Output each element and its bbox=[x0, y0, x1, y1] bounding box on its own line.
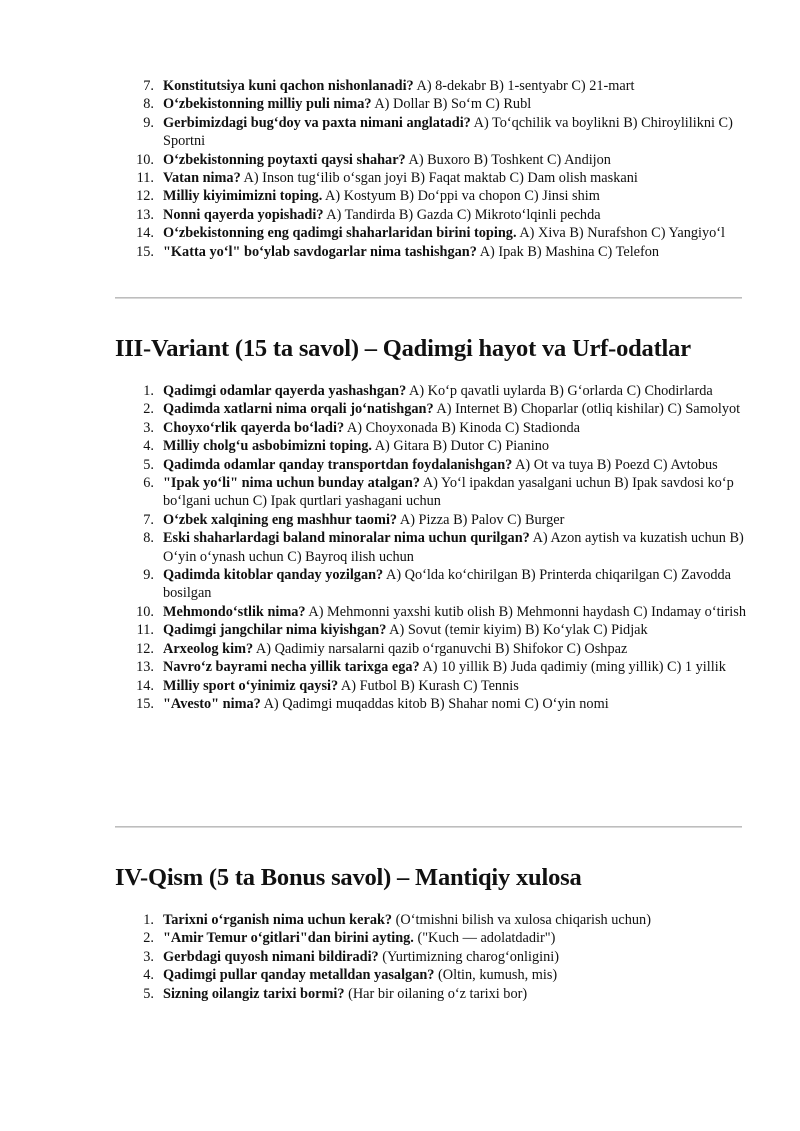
item-number: 12. bbox=[136, 188, 154, 205]
list-item bbox=[0, 151, 800, 169]
list-item bbox=[0, 966, 800, 984]
list-item bbox=[0, 187, 800, 205]
list-item bbox=[0, 382, 800, 400]
question-text: Qadimda kitoblar qanday yozilgan? bbox=[163, 567, 384, 584]
list-item bbox=[0, 948, 800, 966]
item-number: 2. bbox=[143, 401, 154, 418]
list-item bbox=[0, 695, 800, 713]
question-text: Milliy kiyimimizni toping. bbox=[163, 188, 323, 205]
question-text: Navro‘z bayrami necha yillik tarixga ega? bbox=[163, 659, 420, 676]
list-item bbox=[0, 224, 800, 242]
answer-options: A) Choyxonada B) Kinoda C) Stadionda bbox=[344, 419, 580, 436]
answer-options: A) Qo‘lda ko‘chirilgan B) Printerda chiqarilgan C) Zavodda bosilgan bbox=[163, 567, 731, 602]
question-text: Vatan nima? bbox=[163, 170, 241, 187]
item-number: 10. bbox=[136, 151, 154, 168]
answer-options: A) Inson tug‘ilib o‘sgan joyi B) Faqat maktab C) Dam olish maskani bbox=[240, 170, 638, 187]
question-list-variant-ii bbox=[0, 77, 800, 261]
answer-options: (Oltin, kumush, mis) bbox=[434, 967, 558, 984]
answer-options: A) Kostyum B) Do‘ppi va chopon C) Jinsi shim bbox=[322, 188, 600, 205]
answer-options: ("Kuch — adolatdadir") bbox=[413, 930, 556, 947]
item-number: 11. bbox=[136, 622, 154, 639]
item-number: 6. bbox=[143, 475, 154, 492]
question-text: Milliy sport o‘yinimiz qaysi? bbox=[163, 677, 339, 694]
item-number: 12. bbox=[136, 640, 154, 657]
answer-options: A) Internet B) Choparlar (otliq kishilar) C) Samolyot bbox=[433, 401, 741, 418]
question-text: "Ipak yo‘li" nima uchun bunday atalgan? bbox=[163, 475, 421, 492]
item-number: 11. bbox=[136, 170, 154, 187]
question-list-part-iv bbox=[0, 911, 800, 1003]
item-number: 8. bbox=[143, 530, 154, 547]
item-number: 10. bbox=[136, 603, 154, 620]
question-text: O‘zbek xalqining eng mashhur taomi? bbox=[163, 511, 398, 528]
list-item bbox=[0, 603, 800, 621]
item-number: 9. bbox=[143, 567, 154, 584]
question-text: "Avesto" nima? bbox=[163, 695, 261, 712]
answer-options: A) Sovut (temir kiyim) B) Ko‘ylak C) Pidjak bbox=[386, 622, 648, 639]
list-item bbox=[0, 529, 800, 566]
question-text: "Katta yo‘l" bo‘ylab savdogarlar nima tashishgan? bbox=[163, 243, 477, 260]
item-number: 7. bbox=[143, 78, 154, 94]
answer-options: A) Ot va tuya B) Poezd C) Avtobus bbox=[512, 456, 718, 473]
answer-options: A) 8-dekabr B) 1-sentyabr C) 21-mart bbox=[413, 78, 635, 94]
question-text: Qadimda xatlarni nima orqali jo‘natishgan? bbox=[163, 401, 434, 418]
list-item bbox=[0, 640, 800, 658]
list-item bbox=[0, 243, 800, 261]
answer-options: A) Gitara B) Dutor C) Pianino bbox=[371, 438, 550, 455]
answer-options: A) 10 yillik B) Juda qadimiy (ming yillik) C) 1 yillik bbox=[419, 659, 726, 676]
item-number: 2. bbox=[143, 930, 154, 947]
question-text: Arxeolog kim? bbox=[163, 640, 254, 657]
item-number: 1. bbox=[143, 383, 154, 399]
list-item bbox=[0, 985, 800, 1003]
section-title-part-iv: IV-Qism (5 ta Bonus savol) – Mantiqiy xulosa bbox=[115, 864, 582, 891]
section-divider bbox=[115, 297, 742, 299]
question-text: "Amir Temur o‘gitlari"dan birini ayting. bbox=[163, 930, 414, 947]
list-item bbox=[0, 566, 800, 603]
item-number: 14. bbox=[136, 225, 154, 242]
item-number: 5. bbox=[143, 985, 154, 1002]
answer-options: A) Ipak B) Mashina C) Telefon bbox=[476, 243, 660, 260]
section-title-variant-iii: III-Variant (15 ta savol) – Qadimgi hayot va Urf-odatlar bbox=[115, 335, 691, 362]
answer-options: (Yurtimizning charog‘onligini) bbox=[378, 948, 559, 965]
answer-options: A) Qadimiy narsalarni qazib o‘rganuvchi B) Shifokor C) Oshpaz bbox=[253, 640, 628, 657]
list-item bbox=[0, 621, 800, 639]
item-number: 13. bbox=[136, 206, 154, 223]
answer-options: A) Ko‘p qavatli uylarda B) G‘orlarda C) Chodirlarda bbox=[406, 383, 713, 399]
question-text: Choyxo‘rlik qayerda bo‘ladi? bbox=[163, 419, 345, 436]
item-number: 4. bbox=[143, 438, 154, 455]
answer-options: A) Buxoro B) Toshkent C) Andijon bbox=[405, 151, 611, 168]
answer-options: (Har bir oilaning o‘z tarixi bor) bbox=[344, 985, 528, 1002]
answer-options: A) Yo‘l ipakdan yasalgani uchun B) Ipak savdosi ko‘p bo‘lgani uchun C) Ipak qurtlari yashagani uchun bbox=[163, 475, 734, 510]
answer-options: A) Mehmonni yaxshi kutib olish B) Mehmonni haydash C) Indamay o‘tirish bbox=[305, 603, 746, 620]
question-text: Nonni qayerda yopishadi? bbox=[163, 206, 324, 223]
question-text: Qadimgi jangchilar nima kiyishgan? bbox=[163, 622, 387, 639]
item-number: 9. bbox=[143, 114, 154, 131]
question-text: Tarixni o‘rganish nima uchun kerak? bbox=[163, 912, 393, 928]
list-item bbox=[0, 400, 800, 418]
list-item bbox=[0, 206, 800, 224]
list-item bbox=[0, 677, 800, 695]
answer-options: A) Pizza B) Palov C) Burger bbox=[397, 511, 565, 528]
list-item bbox=[0, 511, 800, 529]
list-item bbox=[0, 169, 800, 187]
list-item bbox=[0, 77, 800, 95]
item-number: 15. bbox=[136, 695, 154, 712]
item-number: 1. bbox=[143, 912, 154, 928]
list-item bbox=[0, 911, 800, 929]
answer-options: A) Xiva B) Nurafshon C) Yangiyo‘l bbox=[516, 225, 726, 242]
item-number: 15. bbox=[136, 243, 154, 260]
answer-options: A) Azon aytish va kuzatish uchun B) O‘yin o‘ynash uchun C) Bayroq ilish uchun bbox=[163, 530, 744, 565]
answer-options: A) Dollar B) So‘m C) Rubl bbox=[371, 96, 532, 113]
answer-options: A) Futbol B) Kurash C) Tennis bbox=[338, 677, 519, 694]
question-text: Qadimgi odamlar qayerda yashashgan? bbox=[163, 383, 407, 399]
answer-options: A) To‘qchilik va boylikni B) Chiroylilikni C) Sportni bbox=[163, 114, 733, 150]
question-text: Mehmondo‘stlik nima? bbox=[163, 603, 306, 620]
item-number: 4. bbox=[143, 967, 154, 984]
item-number: 13. bbox=[136, 659, 154, 676]
list-item bbox=[0, 658, 800, 676]
list-item bbox=[0, 437, 800, 455]
answer-options: A) Qadimgi muqaddas kitob B) Shahar nomi C) O‘yin nomi bbox=[260, 695, 609, 712]
question-text: Qadimgi pullar qanday metalldan yasalgan? bbox=[163, 967, 435, 984]
answer-options: A) Tandirda B) Gazda C) Mikroto‘lqinli pechda bbox=[323, 206, 601, 223]
item-number: 8. bbox=[143, 96, 154, 113]
section-divider bbox=[115, 826, 742, 828]
list-item bbox=[0, 114, 800, 151]
list-item bbox=[0, 456, 800, 474]
question-text: O‘zbekistonning poytaxti qaysi shahar? bbox=[163, 151, 406, 168]
list-item bbox=[0, 419, 800, 437]
question-list-variant-iii bbox=[0, 382, 800, 713]
question-text: O‘zbekistonning eng qadimgi shaharlaridan birini toping. bbox=[163, 225, 517, 242]
item-number: 5. bbox=[143, 456, 154, 473]
list-item bbox=[0, 474, 800, 511]
question-text: O‘zbekistonning milliy puli nima? bbox=[163, 96, 372, 113]
question-text: Eski shaharlardagi baland minoralar nima uchun qurilgan? bbox=[163, 530, 530, 547]
question-text: Gerbdagi quyosh nimani bildiradi? bbox=[163, 948, 379, 965]
question-text: Sizning oilangiz tarixi bormi? bbox=[163, 985, 345, 1002]
answer-options: (O‘tmishni bilish va xulosa chiqarish uchun) bbox=[392, 912, 651, 928]
list-item bbox=[0, 95, 800, 113]
item-number: 3. bbox=[143, 419, 154, 436]
item-number: 3. bbox=[143, 948, 154, 965]
item-number: 14. bbox=[136, 677, 154, 694]
list-item bbox=[0, 929, 800, 947]
question-text: Milliy cholg‘u asbobimizni toping. bbox=[163, 438, 372, 455]
item-number: 7. bbox=[143, 511, 154, 528]
question-text: Qadimda odamlar qanday transportdan foydalanishgan? bbox=[163, 456, 513, 473]
question-text: Konstitutsiya kuni qachon nishonlanadi? bbox=[163, 78, 414, 94]
question-text: Gerbimizdagi bug‘doy va paxta nimani anglatadi? bbox=[163, 114, 471, 131]
